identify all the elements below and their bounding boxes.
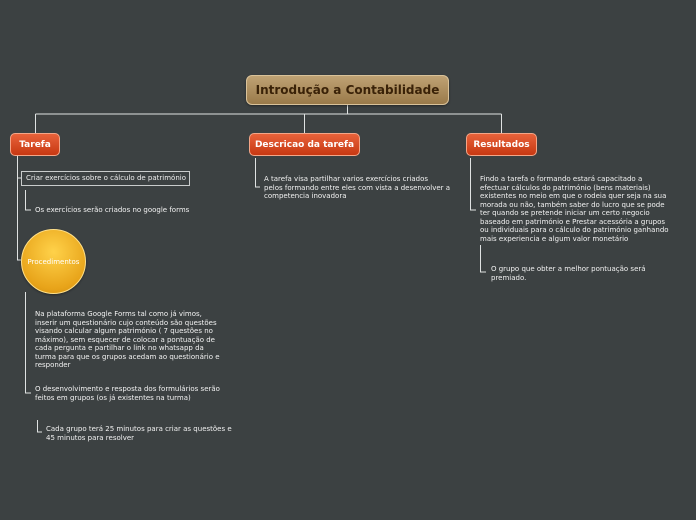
topic-descricao-da-tarefa[interactable] [249,133,360,156]
subtopic-criar-exercicios[interactable] [21,171,190,186]
topic-resultados-label: Resultados [473,139,530,150]
subtopic-procedimentos-label: Procedimentos [27,257,80,266]
resultados-text-premiado[interactable]: O grupo que obter a melhor pontuação será premiado. [491,265,646,282]
topic-resultados[interactable] [466,133,537,156]
procedimentos-step-2[interactable]: O desenvolvimento e resposta dos formulários serão feitos em grupos (os já existentes na turma) [35,385,220,402]
subtopic-google-forms[interactable]: Os exercícios serão criados no google forms [35,206,190,214]
topic-descricao-label: Descricao da tarefa [254,139,355,150]
root-topic-label: Introdução a Contabilidade [255,83,440,97]
topic-tarefa-label: Tarefa [19,139,51,150]
procedimentos-step-3[interactable]: Cada grupo terá 25 minutos para criar as questões e 45 minutos para resolver [46,425,232,442]
procedimentos-step-1[interactable]: Na plataforma Google Forms tal como já vimos, inserir um questionário cujo conteúdo são questões visando calcular algum património ( 7 questões no máximo), sem esquecer de colocar a pontuação de cada pergunta e partilhar o link no whatsapp da turma para que os grupos acedam ao questionário e responder [35,310,220,369]
subtopic-procedimentos[interactable] [21,229,86,294]
subtopic-criar-exercicios-label: Criar exercícios sobre o cálculo de património [26,174,186,182]
descricao-text[interactable]: A tarefa visa partilhar varios exercícios criados pelos formando entre eles com vista a desenvolver a competencia inovadora [264,175,451,200]
topic-tarefa[interactable] [10,133,60,156]
root-topic-introducao-contabilidade[interactable] [246,75,449,105]
resultados-text-capacitado[interactable]: Findo a tarefa o formando estará capacitado a efectuar cálculos do património (bens materiais) existentes no meio em que o rodeia quer seja na sua morada ou não, também saber do lucro que se pode ter quando se pretende iniciar um certo negocio baseado em património e Prestar acessória a grupos ou individuais para o cálculo do património ganhando mais experiencia e algum valor monetário [480,175,669,243]
